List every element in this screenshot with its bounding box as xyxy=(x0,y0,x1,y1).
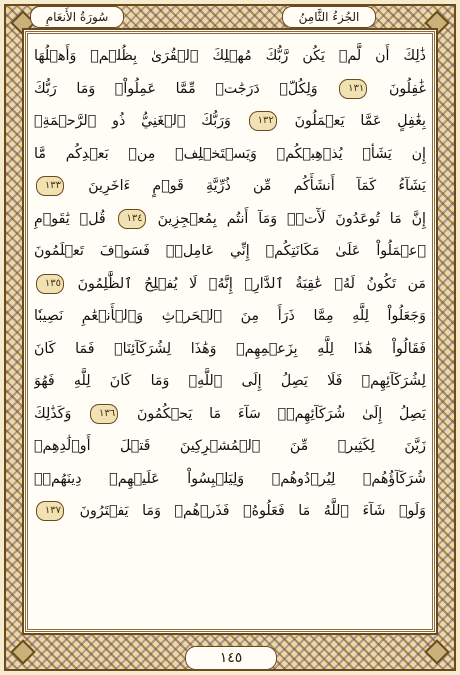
verse-line xyxy=(34,235,426,268)
verse-text: زَيَّنَ لِكَثِيرٖ مِّنَ ٱلۡمُشۡرِكِينَ قَتۡلَ أَوۡلَٰدِهِمۡ xyxy=(34,438,426,454)
ayah-number-marker: ١٣٥ xyxy=(36,274,64,294)
verse-text: وَلِكُلّٖ دَرَجَٰتٞ مِّمَّا عَمِلُواْۚ وَمَا رَبُّكَ xyxy=(34,80,318,97)
verse-line xyxy=(34,333,426,366)
verse-text: إِنَّ مَا تُوعَدُونَ لَأٓتٖۖ وَمَآ أَنتُم بِمُعۡجِزِينَ xyxy=(157,210,426,227)
verse-text: وَكَذَٰلِكَ xyxy=(34,405,72,422)
surah-name-label: سُورَةُ الأَنعَامِ xyxy=(30,6,124,28)
verse-text: غَٰفِلُونَ xyxy=(388,80,426,97)
verse-text: وَلَوۡ شَآءَ ٱللَّهُ مَا فَعَلُوهُۖ فَذَرۡهُمۡ وَمَا يَفۡتَرُونَ xyxy=(79,503,426,519)
verse-text: ذَٰلِكَ أَن لَّمۡ يَكُن رَّبُّكَ مُهۡلِكَ ٱلۡقُرَىٰ بِظُلۡمٖ وَأَهۡلُهَا xyxy=(34,48,426,64)
verse-text: لِشُرَكَآئِهِمۡ فَلَا يَصِلُ إِلَى ٱللَّهِۖ وَمَا كَانَ لِلَّهِ فَهُوَ xyxy=(34,373,426,389)
verse-line xyxy=(34,430,426,463)
verse-text: مَن تَكُونُ لَهُۥ عَٰقِبَةُ ٱلدَّارِۚ إِنَّهُۥ لَا يُفۡلِحُ ٱلظَّٰلِمُونَ xyxy=(77,275,426,292)
verse-text: قُلۡ يَٰقَوۡمِ xyxy=(34,210,106,227)
verse-line xyxy=(34,398,426,431)
verse-line xyxy=(34,268,426,301)
page-number: ١٤٥ xyxy=(185,646,277,670)
verse-line xyxy=(34,138,426,171)
verse-text: يَصِلُ إِلَىٰ شُرَكَآئِهِمۡۗ سَآءَ مَا يَحۡكُمُونَ xyxy=(136,405,426,422)
ayah-number-marker: ١٣١ xyxy=(339,79,367,99)
verse-line xyxy=(34,73,426,106)
verse-line xyxy=(34,365,426,398)
verse-line xyxy=(34,203,426,236)
ayah-number-marker: ١٣٤ xyxy=(118,209,146,229)
verse-text: وَجَعَلُواْ لِلَّهِ مِمَّا ذَرَأَ مِنَ ٱلۡحَرۡثِ وَٱلۡأَنۡعَٰمِ نَصِيبٗا xyxy=(34,308,426,324)
ayah-number-marker: ١٣٧ xyxy=(36,501,64,521)
verse-text: بِغَٰفِلٍ عَمَّا يَعۡمَلُونَ xyxy=(294,113,426,129)
verse-line xyxy=(34,495,426,528)
verse-line xyxy=(34,300,426,333)
juz-name-label: الجُزءُ الثَّامِنُ xyxy=(282,6,376,28)
verse-line xyxy=(34,463,426,496)
verse-text: فَقَالُواْ هَٰذَا لِلَّهِ بِزَعۡمِهِمۡ وَهَٰذَا لِشُرَكَآئِنَاۖ فَمَا كَانَ xyxy=(34,340,426,357)
verse-text: وَرَبُّكَ ٱلۡغَنِيُّ ذُو ٱلرَّحۡمَةِۚ xyxy=(34,113,231,129)
ayah-number-marker: ١٣٢ xyxy=(249,111,277,131)
verse-line xyxy=(34,105,426,138)
ayah-number-marker: ١٣٣ xyxy=(36,176,64,196)
verse-text: يَشَآءُ كَمَآ أَنشَأَكُم مِّن ذُرِّيَّةِ قَوۡمٍ ءَاخَرِينَ xyxy=(88,178,426,194)
verse-text: ٱعۡمَلُواْ عَلَىٰ مَكَانَتِكُمۡ إِنِّي عَامِلٞۖ فَسَوۡفَ تَعۡلَمُونَ xyxy=(34,243,426,259)
verse-text: شُرَكَآؤُهُمۡ لِيُرۡدُوهُمۡ وَلِيَلۡبِسُواْ عَلَيۡهِمۡ دِينَهُمۡۖ xyxy=(34,470,426,487)
verse-line xyxy=(34,170,426,203)
verse-text: إِن يَشَأۡ يُذۡهِبۡكُمۡ وَيَسۡتَخۡلِفۡ مِنۢ بَعۡدِكُم مَّا xyxy=(34,145,426,162)
verse-line xyxy=(34,40,426,73)
verse-lines xyxy=(34,40,426,625)
ayah-number-marker: ١٣٦ xyxy=(90,404,118,424)
